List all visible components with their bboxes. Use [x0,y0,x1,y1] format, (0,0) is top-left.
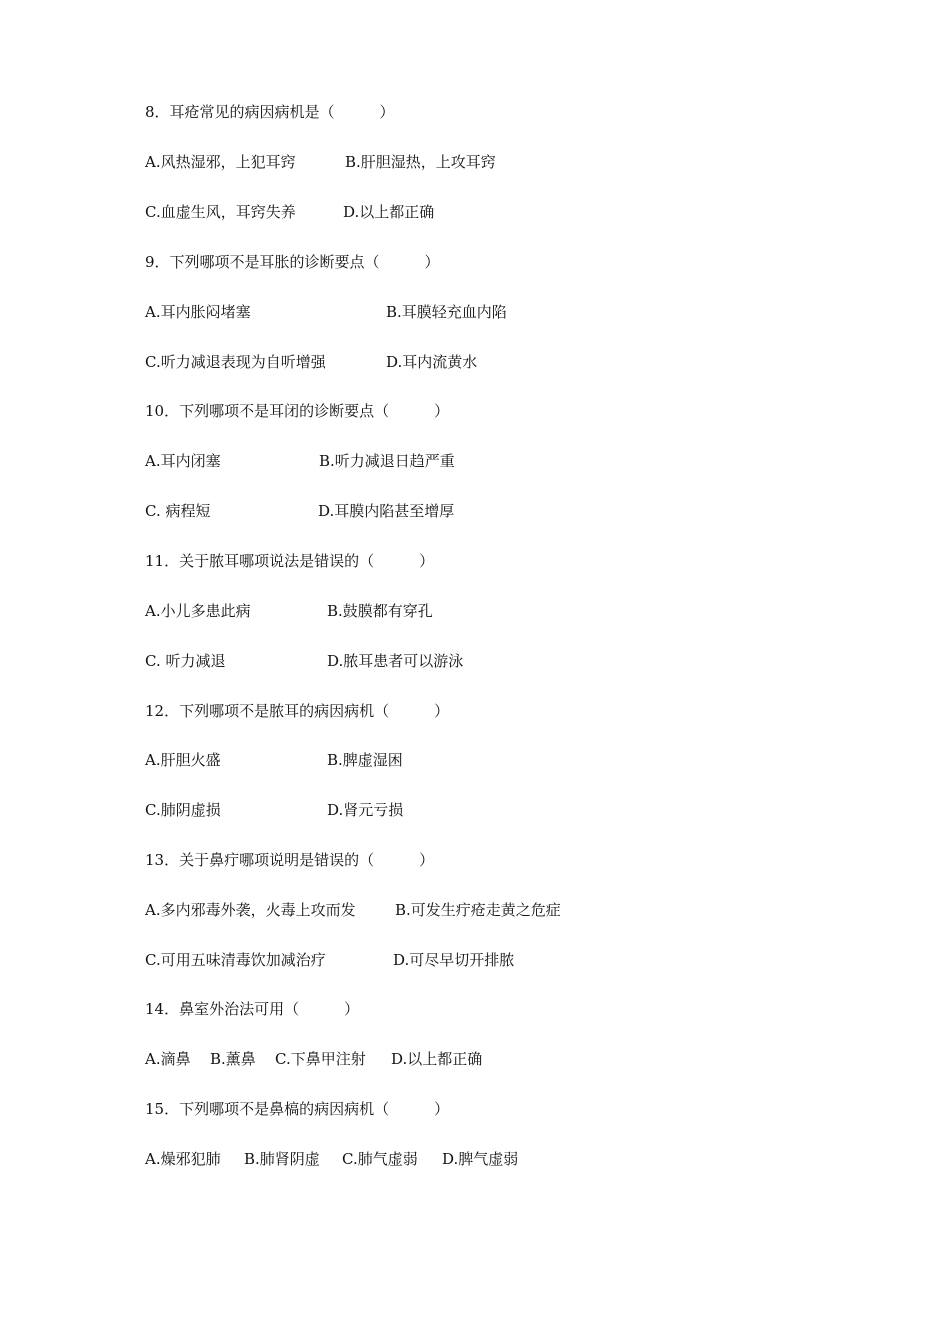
question-13-option-d: D.可尽早切开排脓 [393,951,515,969]
question-9-option-b: B.耳膜轻充血内陷 [386,303,507,321]
question-9-option-a: A.耳内胀闷堵塞 [145,303,251,321]
question-13-stem: 13．关于鼻疔哪项说明是错误的（ ） [145,851,435,869]
question-13-option-a: A.多内邪毒外袭，火毒上攻而发 [145,901,356,919]
question-11-option-d: D.脓耳患者可以游泳 [327,652,464,670]
question-15-stem: 15．下列哪项不是鼻槁的病因病机（ ） [145,1100,450,1118]
question-10-option-d: D.耳膜内陷甚至增厚 [318,502,455,520]
question-15-option-c: C.肺气虚弱 [342,1150,418,1168]
question-12-option-b: B.脾虚湿困 [327,751,403,769]
question-11-option-c: C. 听力减退 [145,652,226,670]
question-11-option-b: B.鼓膜都有穿孔 [327,602,433,620]
question-15-option-b: B.肺肾阴虚 [244,1150,320,1168]
question-14-option-c: C.下鼻甲注射 [275,1050,366,1068]
question-10-stem: 10．下列哪项不是耳闭的诊断要点（ ） [145,402,450,420]
question-8-option-a: A.风热湿邪，上犯耳窍 [145,153,296,171]
question-9-option-d: D.耳内流黄水 [386,353,478,371]
question-12-stem: 12．下列哪项不是脓耳的病因病机（ ） [145,702,450,720]
question-15-option-a: A.燥邪犯肺 [145,1150,221,1168]
question-8-option-d: D.以上都正确 [343,203,435,221]
question-12-option-d: D.肾元亏损 [327,801,404,819]
question-11-option-a: A.小儿多患此病 [145,602,251,620]
question-15-option-d: D.脾气虚弱 [442,1150,519,1168]
question-13-option-b: B.可发生疔疮走黄之危症 [395,901,561,919]
question-10-option-a: A.耳内闭塞 [145,452,221,470]
question-10-option-c: C. 病程短 [145,502,211,520]
question-13-option-c: C.可用五味清毒饮加减治疗 [145,951,326,969]
question-8-option-b: B.肝胆湿热，上攻耳窍 [345,153,496,171]
question-14-option-d: D.以上都正确 [391,1050,483,1068]
question-9-option-c: C.听力减退表现为自听增强 [145,353,326,371]
question-12-option-c: C.肺阴虚损 [145,801,221,819]
question-14-stem: 14．鼻室外治法可用（ ） [145,1000,360,1018]
question-9-stem: 9．下列哪项不是耳胀的诊断要点（ ） [145,253,440,271]
question-8-option-c: C.血虚生风，耳窍失养 [145,203,296,221]
question-14-option-b: B.薰鼻 [210,1050,256,1068]
question-10-option-b: B.听力减退日趋严重 [319,452,455,470]
question-14-option-a: A.滴鼻 [145,1050,191,1068]
question-12-option-a: A.肝胆火盛 [145,751,221,769]
question-11-stem: 11．关于脓耳哪项说法是错误的（ ） [145,552,435,570]
question-8-stem: 8．耳疮常见的病因病机是（ ） [145,103,395,121]
